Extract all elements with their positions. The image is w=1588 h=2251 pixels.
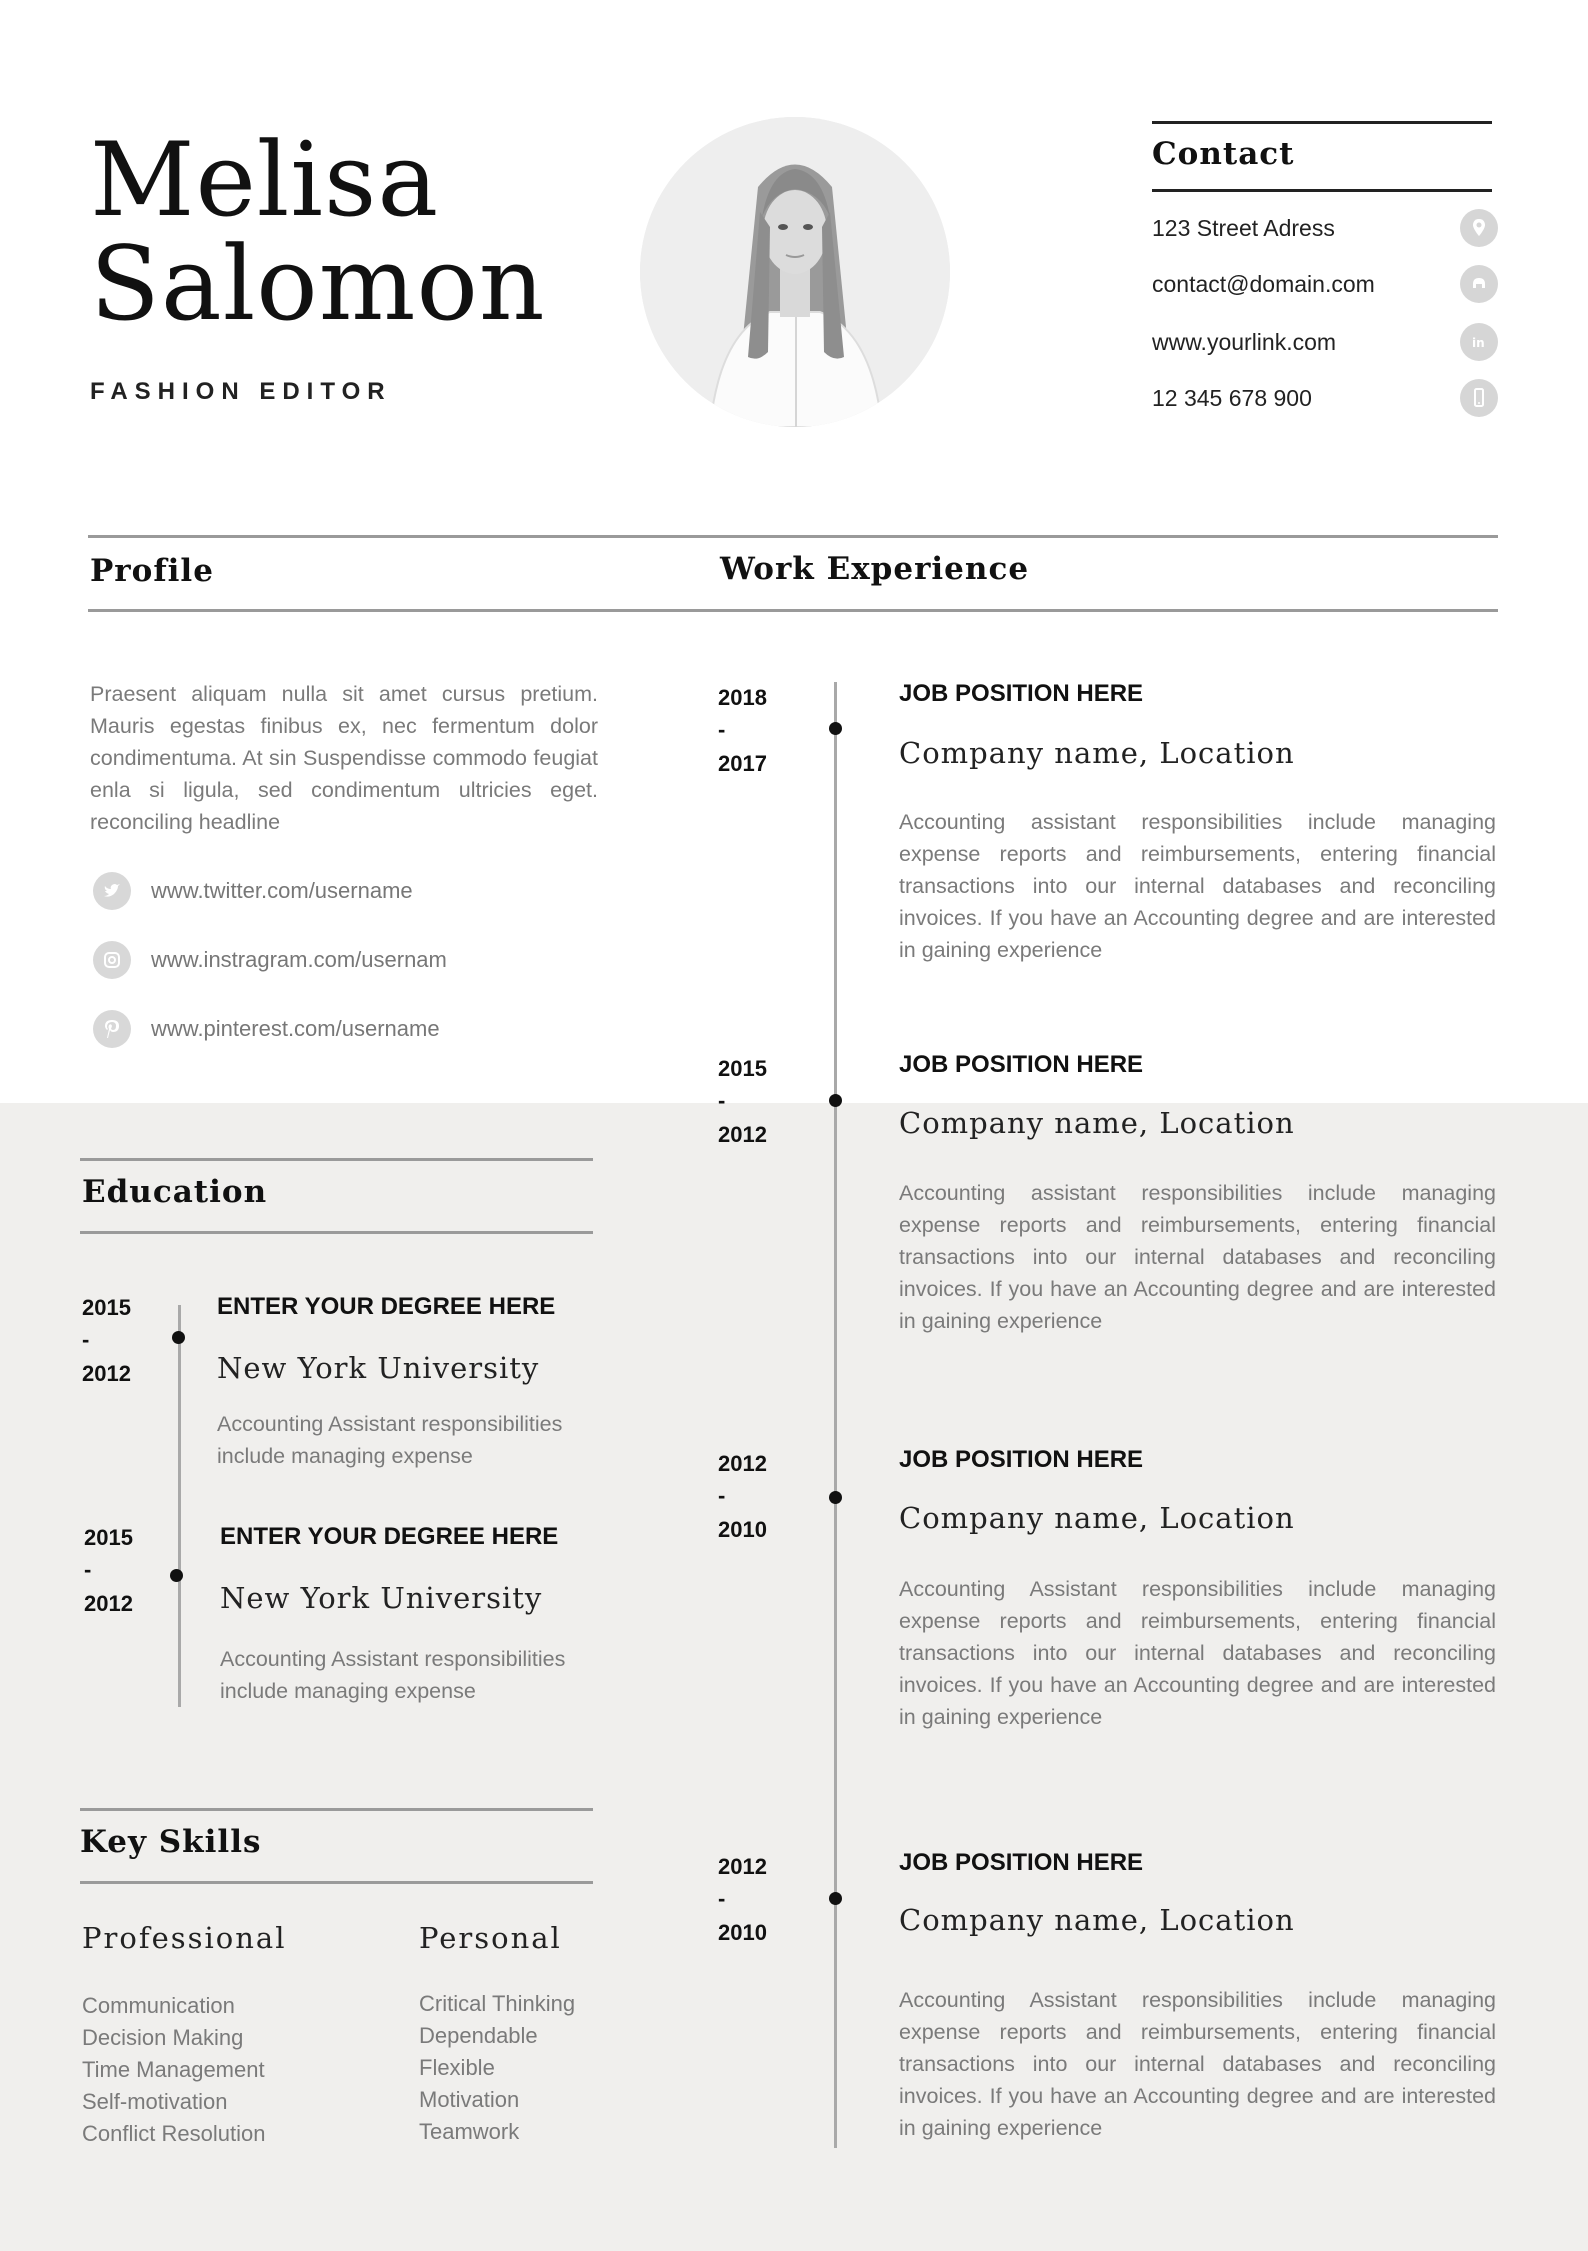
contact-top-rule — [1152, 121, 1492, 124]
key-skills-heading: Key Skills — [80, 1824, 262, 1860]
skill-item: Dependable — [419, 2023, 538, 2048]
job-year-start: 2012 — [718, 1854, 767, 1879]
education-degree: ENTER YOUR DEGREE HERE — [220, 1523, 559, 1550]
contact-email[interactable] — [1152, 265, 1502, 305]
instagram-icon — [93, 941, 131, 979]
education-school: New York University — [217, 1351, 540, 1385]
job-year-start: 2012 — [718, 1451, 767, 1476]
education-entry — [84, 1523, 604, 1743]
job-timeline-dot — [829, 1094, 842, 1107]
skills-top-rule — [80, 1808, 593, 1811]
job-year-end: 2010 — [718, 1920, 767, 1945]
work-experience-heading: Work Experience — [720, 551, 1030, 587]
job-description: Accounting assistant responsibilities include managing expense reports and reimbursements, entering financial transactions into our internal databases and reconciling invoices. If you have an Accounting degree and are interested in gaining experience — [899, 1181, 1496, 1333]
first-name: Melisa — [90, 121, 440, 240]
education-year-start: 2015 — [84, 1525, 133, 1550]
job-position: JOB POSITION HERE — [899, 1849, 1144, 1876]
job-timeline-dot — [829, 1892, 842, 1905]
education-top-rule — [80, 1158, 593, 1161]
contact-address — [1152, 209, 1502, 249]
education-degree: ENTER YOUR DEGREE HERE — [217, 1293, 556, 1320]
skills-bottom-rule — [80, 1881, 593, 1884]
job-year-start: 2018 — [718, 685, 767, 710]
profile-summary: Praesent aliquam nulla sit amet cursus pretium. Mauris egestas finibus ex, nec fermentum dolor condimentuma. At sin Suspendisse commodo feugiat enla si ligula, sed condimentum ultricies eget. reconciling headline — [90, 682, 598, 834]
profile-photo — [640, 117, 950, 427]
profile-heading: Profile — [90, 553, 214, 589]
education-year-end: 2012 — [82, 1361, 131, 1386]
contact-phone-text: 12 345 678 900 — [1152, 385, 1312, 411]
job-description: Accounting Assistant responsibilities include managing expense reports and reimbursements, entering financial transactions into our internal databases and reconciling invoices. If you have an Accounting degree and are interested in gaining experience — [899, 1988, 1496, 2140]
skills-personal-list — [419, 1988, 575, 2148]
education-heading: Education — [82, 1174, 268, 1210]
job-company: Company name, Location — [899, 1501, 1295, 1535]
contact-heading: Contact — [1152, 136, 1295, 172]
job-position: JOB POSITION HERE — [899, 1446, 1144, 1473]
contact-website[interactable] — [1152, 323, 1502, 363]
skills-professional-list — [82, 1990, 265, 2150]
skills-professional-title: Professional — [82, 1921, 287, 1955]
skill-item: Teamwork — [419, 2119, 520, 2144]
education-description: Accounting Assistant responsibilities include managing expense — [220, 1647, 566, 1703]
job-timeline-dot — [829, 1491, 842, 1504]
education-bottom-rule — [80, 1231, 593, 1234]
pinterest-link[interactable]: www.pinterest.com/username — [151, 1016, 440, 1041]
job-year-separator: - — [718, 717, 726, 742]
social-pinterest[interactable] — [90, 1010, 550, 1050]
job-description: Accounting assistant responsibilities include managing expense reports and reimbursements, entering financial transactions into our internal databases and reconciling invoices. If you have an Accounting degree and are interested in gaining experience — [899, 810, 1496, 962]
job-company: Company name, Location — [899, 1903, 1295, 1937]
profile-work-bottom-rule — [88, 609, 1498, 612]
twitter-link[interactable]: www.twitter.com/username — [151, 878, 413, 903]
job-year-separator: - — [718, 1088, 726, 1113]
job-position: JOB POSITION HERE — [899, 1051, 1144, 1078]
contact-address-text: 123 Street Adress — [1152, 215, 1335, 241]
profile-work-top-rule — [88, 535, 1498, 538]
education-description: Accounting Assistant responsibilities include managing expense — [217, 1412, 563, 1468]
education-entry — [82, 1293, 602, 1513]
job-company: Company name, Location — [899, 1106, 1295, 1140]
job-entry — [718, 680, 1498, 1010]
instagram-link[interactable]: www.instragram.com/usernam — [151, 947, 447, 972]
twitter-icon — [93, 872, 131, 910]
job-position: JOB POSITION HERE — [899, 680, 1144, 707]
skill-item: Motivation — [419, 2087, 520, 2112]
contact-email-text[interactable]: contact@domain.com — [1152, 271, 1375, 297]
social-instagram[interactable] — [90, 941, 550, 981]
email-icon — [1460, 265, 1498, 303]
skill-item: Decision Making — [82, 2025, 244, 2050]
svg-text:in: in — [1472, 336, 1485, 350]
contact-website-text[interactable]: www.yourlink.com — [1152, 329, 1337, 355]
education-year-separator: - — [82, 1327, 90, 1352]
education-school: New York University — [220, 1581, 543, 1615]
job-year-separator: - — [718, 1483, 726, 1508]
job-company: Company name, Location — [899, 736, 1295, 770]
job-description: Accounting Assistant responsibilities include managing expense reports and reimbursements, entering financial transactions into our internal databases and reconciling invoices. If you have an Accounting degree and are interested in gaining experience — [899, 1577, 1496, 1729]
linkedin-icon — [1460, 323, 1498, 361]
skill-item: Conflict Resolution — [82, 2121, 266, 2146]
last-name: Salomon — [90, 225, 546, 344]
education-year-start: 2015 — [82, 1295, 131, 1320]
job-entry — [718, 1849, 1498, 2179]
portrait-image — [640, 117, 950, 427]
skill-item: Flexible — [419, 2055, 495, 2080]
job-entry — [718, 1051, 1498, 1381]
job-title: FASHION EDITOR — [90, 378, 392, 405]
job-year-start: 2015 — [718, 1056, 767, 1081]
phone-icon — [1460, 379, 1498, 417]
education-year-end: 2012 — [84, 1591, 133, 1616]
skills-personal-title: Personal — [419, 1921, 562, 1955]
skill-item: Communication — [82, 1993, 235, 2018]
contact-phone — [1152, 379, 1502, 419]
job-entry — [718, 1446, 1498, 1776]
education-timeline-dot — [172, 1331, 185, 1344]
job-year-end: 2017 — [718, 751, 767, 776]
location-icon — [1460, 209, 1498, 247]
job-timeline-dot — [829, 722, 842, 735]
pinterest-icon — [93, 1010, 131, 1048]
job-year-separator: - — [718, 1886, 726, 1911]
skill-item: Self-motivation — [82, 2089, 228, 2114]
social-twitter[interactable] — [90, 872, 550, 912]
skill-item: Critical Thinking — [419, 1991, 576, 2016]
skill-item: Time Management — [82, 2057, 265, 2082]
education-year-separator: - — [84, 1557, 92, 1582]
contact-bottom-rule — [1152, 189, 1492, 192]
education-timeline-dot — [170, 1569, 183, 1582]
job-year-end: 2010 — [718, 1517, 767, 1542]
job-year-end: 2012 — [718, 1122, 767, 1147]
